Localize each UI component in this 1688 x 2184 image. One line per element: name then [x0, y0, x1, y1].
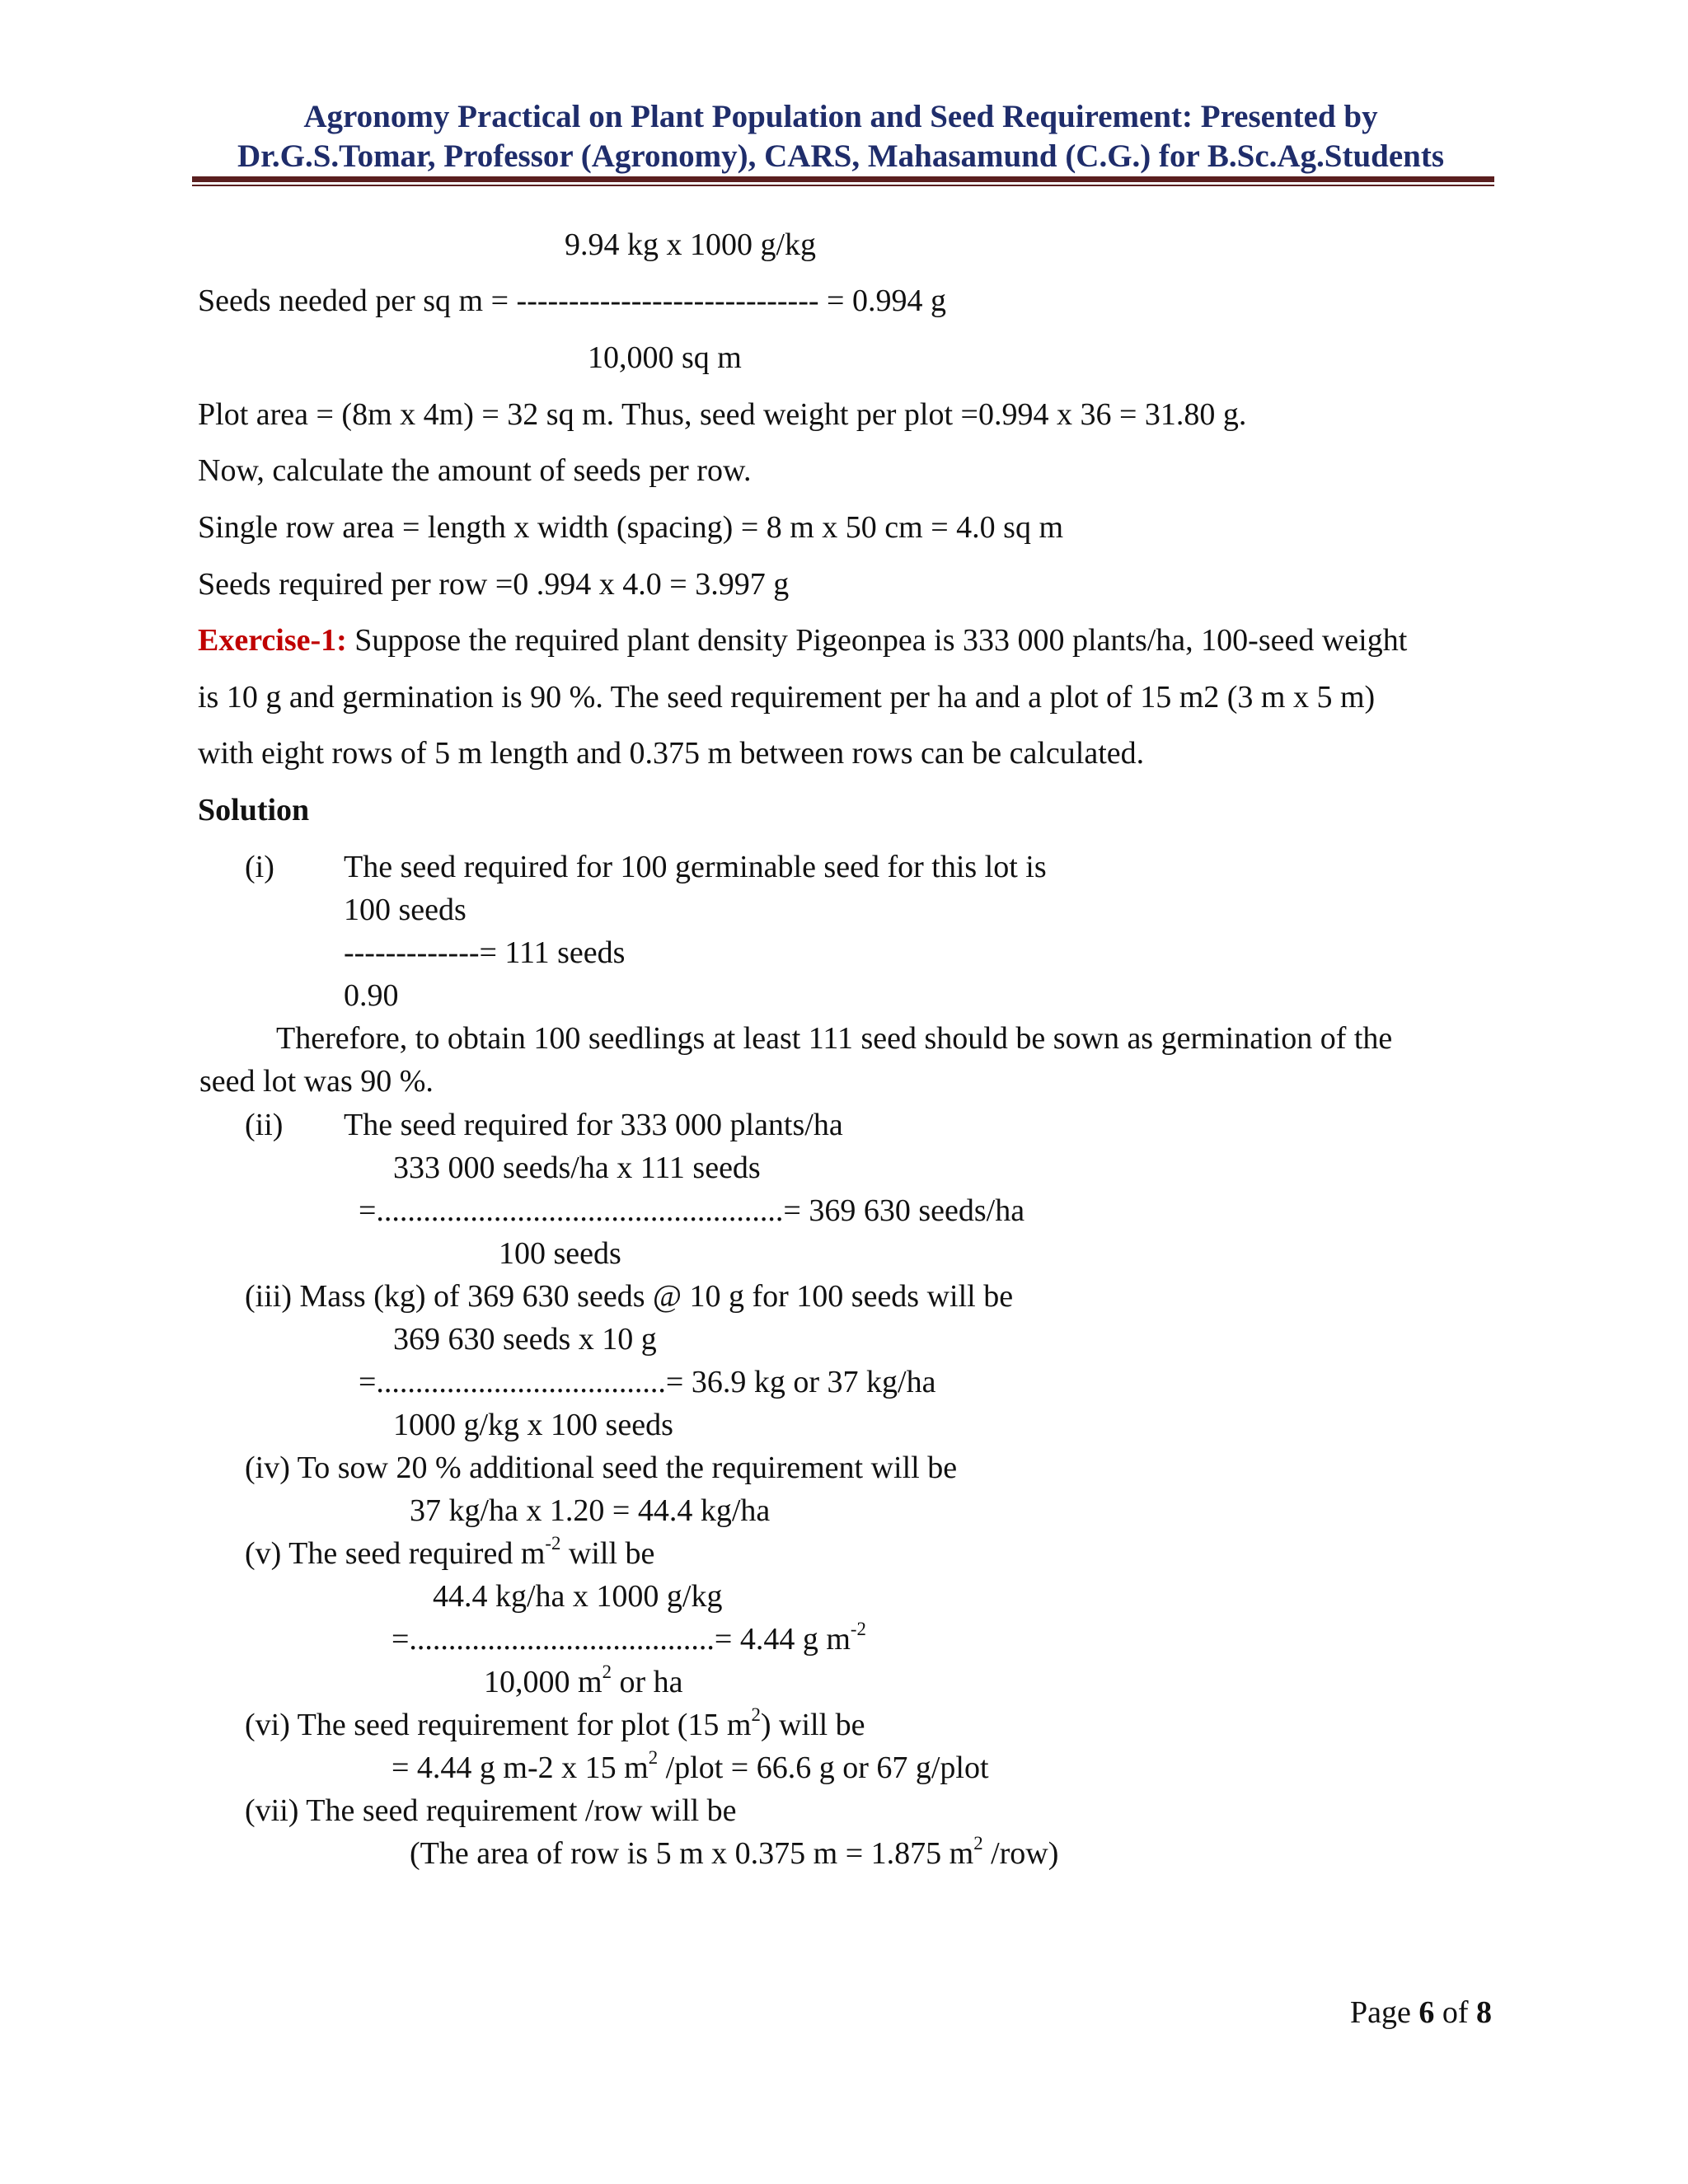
step-iii-text: (iii) Mass (kg) of 369 630 seeds @ 10 g for 100 seeds will be [245, 1279, 1014, 1314]
of-word: of [1434, 1995, 1476, 2030]
step-vi-sup: 2 [751, 1704, 761, 1725]
step-v-fraction-sup: -2 [850, 1618, 866, 1639]
page-header [190, 97, 1492, 176]
step-vi-text-a: (vi) The seed requirement for plot (15 m [245, 1708, 752, 1742]
step-v-denom-a: 10,000 m [484, 1665, 603, 1699]
therefore-line-2: seed lot was 90 %. [199, 1064, 434, 1099]
step-i-fraction: -------------= 111 seeds [344, 935, 626, 970]
step-ii-text: The seed required for 333 000 plants/ha [344, 1108, 843, 1142]
step-vi-result-b: /plot = 66.6 g or 67 g/plot [658, 1750, 989, 1785]
step-vii-note [410, 1832, 1059, 1872]
exercise-line-2: is 10 g and germination is 90 %. The seed requirement per ha and a plot of 15 m2 (3 m x 5 m) [198, 680, 1376, 715]
solution-heading: Solution [198, 793, 310, 827]
step-iii-fraction: =.....................................= 36.9 kg or 37 kg/ha [359, 1365, 936, 1399]
exercise-text-1: Suppose the required plant density Pigeonpea is 333 000 plants/ha, 100-seed weight [346, 623, 1408, 658]
step-vii-text: (vii) The seed requirement /row will be [245, 1793, 737, 1828]
step-iii-denominator: 1000 g/kg x 100 seeds [393, 1408, 673, 1442]
row-area-line: Single row area = length x width (spacing) = 8 m x 50 cm = 4.0 sq m [198, 510, 1064, 545]
exercise-line-1 [198, 622, 1407, 658]
step-i-text: The seed required for 100 germinable seed for this lot is [344, 850, 1047, 884]
now-calc-line: Now, calculate the amount of seeds per row. [198, 453, 752, 488]
step-v-fraction [392, 1618, 866, 1657]
step-v-denom-sup: 2 [602, 1661, 612, 1682]
step-ii-number: (ii) [245, 1108, 284, 1142]
calc1-denominator: 10,000 sq m [588, 340, 742, 375]
step-i-numerator: 100 seeds [344, 893, 467, 927]
step-v-text-a: (v) The seed required m [245, 1536, 546, 1571]
header-rule-thin [192, 185, 1494, 186]
step-v-denom-b: or ha [611, 1665, 683, 1699]
calc1-label: Seeds needed per sq m = ----------------------------- = 0.994 g [198, 284, 946, 318]
page-number: 6 [1418, 1995, 1435, 2030]
step-vi-text-b: ) will be [760, 1708, 865, 1742]
step-i-denominator: 0.90 [344, 978, 399, 1013]
step-vii-note-b: /row) [982, 1836, 1059, 1871]
step-iv-text: (iv) To sow 20 % additional seed the requirement will be [245, 1451, 958, 1485]
page-total: 8 [1476, 1995, 1492, 2030]
exercise-label: Exercise-1: [198, 623, 347, 658]
step-i-number: (i) [245, 850, 274, 884]
seeds-row-line: Seeds required per row =0 .994 x 4.0 = 3.997 g [198, 567, 790, 602]
step-vii-note-sup: 2 [973, 1832, 983, 1854]
step-vi-result-a: = 4.44 g m-2 x 15 m [392, 1750, 649, 1785]
step-vi-text [245, 1704, 865, 1743]
therefore-line-1: Therefore, to obtain 100 seedlings at least 111 seed should be sown as germination of the [276, 1021, 1393, 1056]
header-line-2: Dr.G.S.Tomar, Professor (Agronomy), CARS, Mahasamund (C.G.) for B.Sc.Ag.Students [237, 138, 1445, 174]
step-iii-numerator: 369 630 seeds x 10 g [393, 1322, 657, 1357]
step-vi-result-sup: 2 [648, 1746, 659, 1768]
step-v-sup: -2 [545, 1532, 561, 1554]
step-v-text [245, 1532, 655, 1572]
step-v-denominator [484, 1661, 683, 1700]
header-line-1: Agronomy Practical on Plant Population and Seed Requirement: Presented by [303, 99, 1378, 134]
step-ii-numerator: 333 000 seeds/ha x 111 seeds [393, 1151, 761, 1185]
step-v-numerator: 44.4 kg/ha x 1000 g/kg [433, 1579, 723, 1614]
exercise-line-3: with eight rows of 5 m length and 0.375 m between rows can be calculated. [198, 736, 1145, 771]
plot-area-line: Plot area = (8m x 4m) = 32 sq m. Thus, seed weight per plot =0.994 x 36 = 31.80 g. [198, 397, 1247, 432]
page-footer [1350, 1994, 1492, 2031]
page-word: Page [1349, 1995, 1419, 2030]
step-iv-result: 37 kg/ha x 1.20 = 44.4 kg/ha [410, 1493, 771, 1528]
step-vi-result [392, 1746, 989, 1786]
step-ii-denominator: 100 seeds [499, 1236, 621, 1271]
step-vii-note-a: (The area of row is 5 m x 0.375 m = 1.875 m [410, 1836, 974, 1871]
step-ii-fraction: =....................................................= 369 630 seeds/ha [359, 1193, 1025, 1228]
header-rule [192, 176, 1494, 182]
step-v-text-b: will be [560, 1536, 655, 1571]
step-v-fraction-text: =.......................................= 4.44 g m [392, 1622, 851, 1657]
calc1-numerator: 9.94 kg x 1000 g/kg [565, 227, 817, 262]
